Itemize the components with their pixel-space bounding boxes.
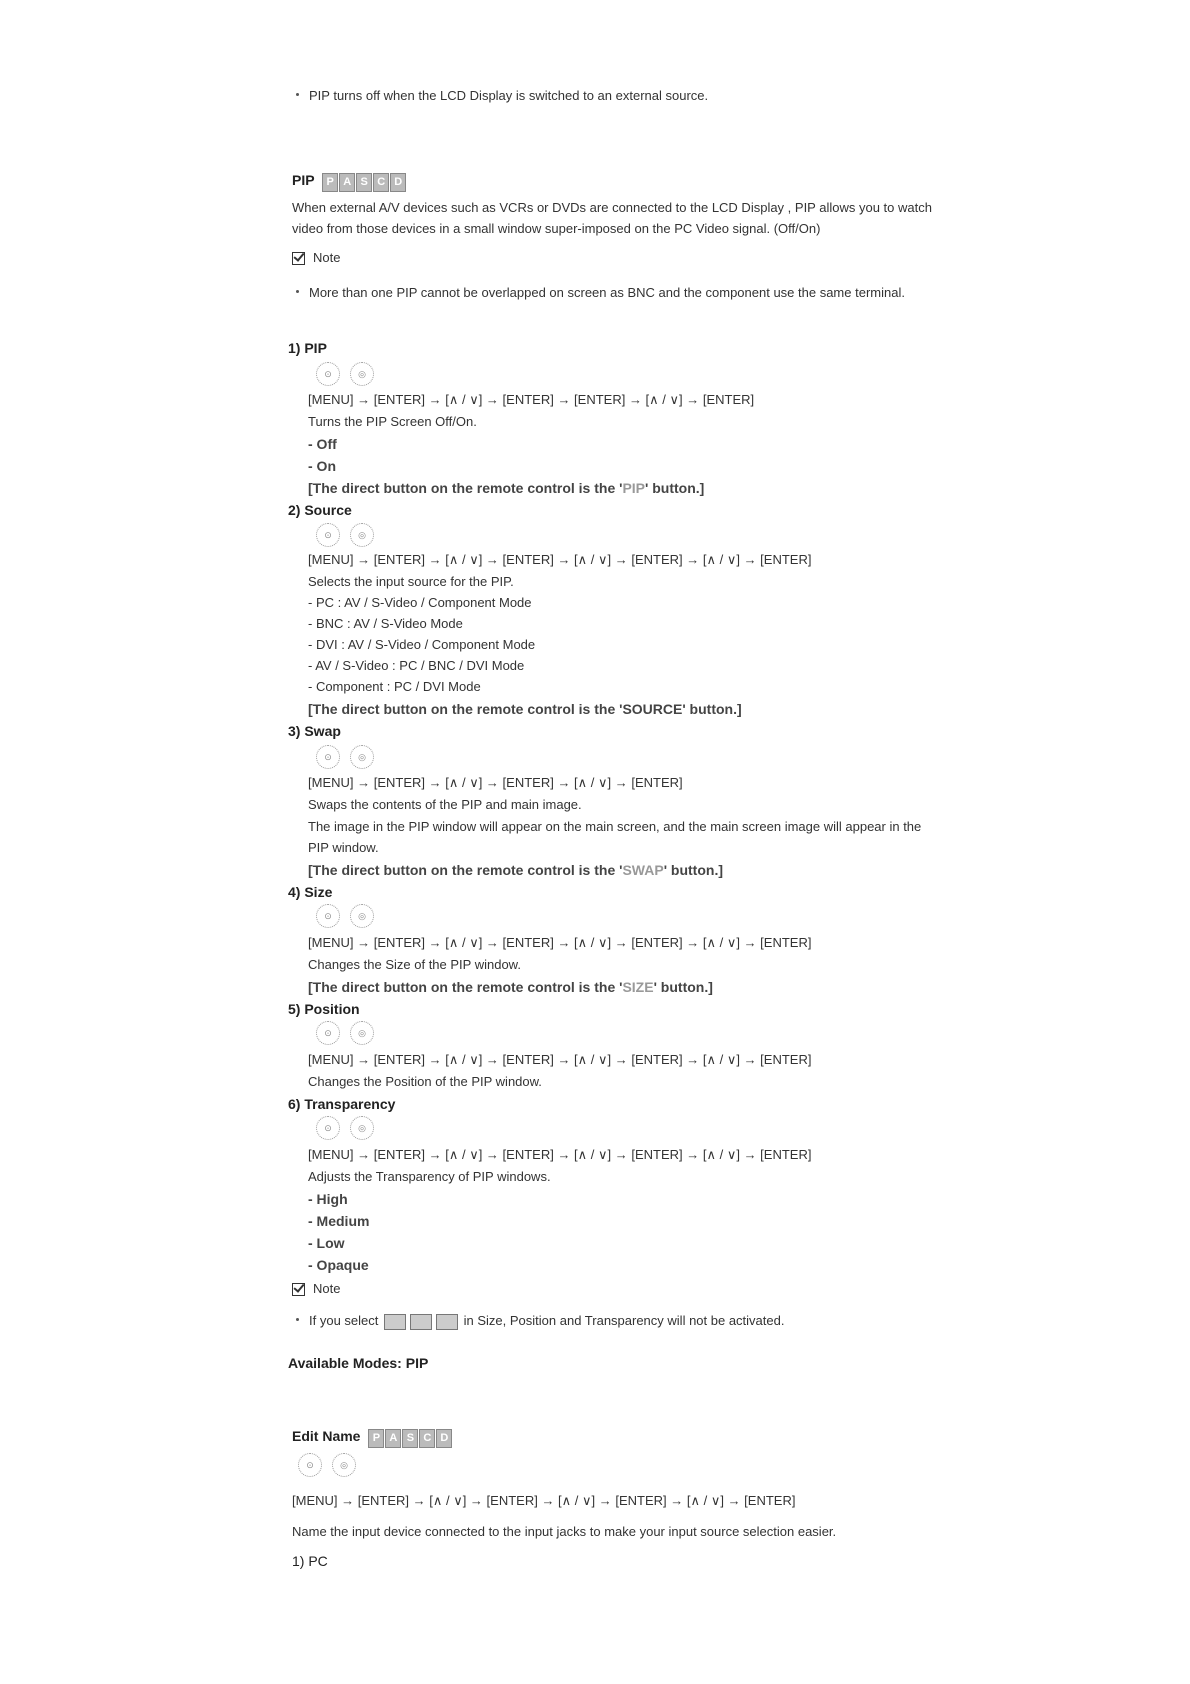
source-option: - Component : PC / DVI Mode [308, 679, 481, 694]
section-source-heading: 2) Source [288, 502, 352, 518]
badge-letter: A [339, 173, 355, 192]
section-desc: Turns the PIP Screen Off/On. [308, 414, 477, 429]
note-check-icon [292, 1283, 305, 1296]
badge-letter: C [373, 173, 389, 192]
remote-icon: ⊙ [316, 1116, 340, 1140]
section-desc: Changes the Position of the PIP window. [308, 1074, 542, 1089]
menu-path: [MENU] → [ENTER] → [∧ / ∨] → [ENTER] → [∧ / ∨] → [ENTER] [308, 775, 683, 790]
direct-text: [The direct button on the remote control is the ' [308, 862, 623, 878]
direct-key: SWAP [622, 862, 664, 878]
direct-key: SIZE [622, 979, 654, 995]
pip-size-wide-icon [410, 1314, 432, 1330]
mode-badge [322, 173, 407, 190]
section-desc: Adjusts the Transparency of PIP windows. [308, 1169, 551, 1184]
menu-icon: ◎ [350, 523, 374, 547]
icon-row [316, 904, 374, 928]
icon-row [316, 745, 374, 769]
edit-name-title: Edit Name [292, 1428, 361, 1444]
available-modes: Available Modes: PIP [288, 1355, 429, 1371]
direct-text: ' button.] [663, 862, 723, 878]
note-text: in Size, Position and Transparency will not be activated. [463, 1313, 785, 1328]
edit-name-heading [292, 1428, 453, 1446]
icon-row [316, 523, 374, 547]
menu-path: [MENU] → [ENTER] → [∧ / ∨] → [ENTER] → [∧ / ∨] → [ENTER] → [∧ / ∨] → [ENTER] [308, 1147, 812, 1162]
top-bullet [296, 88, 708, 103]
menu-icon: ◎ [350, 362, 374, 386]
remote-icon: ⊙ [316, 904, 340, 928]
source-option: - AV / S-Video : PC / BNC / DVI Mode [308, 658, 525, 673]
direct-button-note: [The direct button on the remote control is the 'SOURCE' button.] [308, 701, 742, 717]
direct-text: ' button.] [645, 480, 705, 496]
menu-path: [MENU] → [ENTER] → [∧ / ∨] → [ENTER] → [∧ / ∨] → [ENTER] → [∧ / ∨] → [ENTER] [308, 935, 812, 950]
direct-key: PIP [622, 480, 646, 496]
badge-letter: A [385, 1429, 401, 1448]
direct-button-note [308, 862, 723, 878]
direct-button-note [308, 480, 704, 496]
section-desc: The image in the PIP window will appear on the main screen, and the main screen image will appear in the [308, 819, 922, 834]
pip-description-line2: video from those devices in a small window super-imposed on the PC Video signal. (Off/On) [292, 221, 821, 236]
option-opaque: - Opaque [308, 1257, 369, 1273]
badge-letter: S [356, 173, 372, 192]
note-row [292, 1281, 340, 1296]
remote-icon: ⊙ [316, 362, 340, 386]
note-bullet [296, 1313, 784, 1330]
icon-row [316, 1021, 374, 1045]
menu-path: [MENU] → [ENTER] → [∧ / ∨] → [ENTER] → [∧ / ∨] → [ENTER] → [∧ / ∨] → [ENTER] [308, 1052, 812, 1067]
badge-letter: P [368, 1429, 384, 1448]
source-option: - BNC : AV / S-Video Mode [308, 616, 463, 631]
pip-size-large-icon [384, 1314, 406, 1330]
section-desc: Changes the Size of the PIP window. [308, 957, 521, 972]
section-size-heading: 4) Size [288, 884, 333, 900]
icon-row [316, 1116, 374, 1140]
remote-icon: ⊙ [316, 1021, 340, 1045]
direct-button-note [308, 979, 713, 995]
icon-row [316, 362, 374, 386]
note-label: Note [313, 250, 341, 265]
source-option: - PC : AV / S-Video / Component Mode [308, 595, 532, 610]
section-pip-heading: 1) PIP [288, 340, 327, 356]
note-check-icon [292, 252, 305, 265]
edit-name-item-pc: 1) PC [292, 1553, 328, 1569]
pip-size-split-icon [436, 1314, 458, 1330]
edit-name-desc: Name the input device connected to the input jacks to make your input source selection easier. [292, 1524, 837, 1539]
menu-icon: ◎ [350, 1021, 374, 1045]
pip-heading [292, 172, 407, 190]
source-option: - DVI : AV / S-Video / Component Mode [308, 637, 536, 652]
mode-badge [368, 1429, 453, 1446]
badge-letter: D [390, 173, 406, 192]
remote-icon: ⊙ [298, 1453, 322, 1477]
note-row [292, 250, 340, 265]
badge-letter: P [322, 173, 338, 192]
option-low: - Low [308, 1235, 345, 1251]
note-bullet [296, 285, 905, 300]
section-swap-heading: 3) Swap [288, 723, 341, 739]
section-desc: PIP window. [308, 840, 379, 855]
icon-row [298, 1453, 356, 1477]
note-text: If you select [309, 1313, 379, 1328]
remote-icon: ⊙ [316, 745, 340, 769]
pip-description-line1: When external A/V devices such as VCRs or DVDs are connected to the LCD Display , PIP allows you to watch [292, 200, 932, 215]
top-bullet-text: PIP turns off when the LCD Display is switched to an external source. [309, 88, 709, 103]
direct-text: ' button.] [653, 979, 713, 995]
remote-icon: ⊙ [316, 523, 340, 547]
option-high: - High [308, 1191, 348, 1207]
section-desc: Swaps the contents of the PIP and main image. [308, 797, 582, 812]
direct-text: [The direct button on the remote control is the ' [308, 979, 623, 995]
pip-title: PIP [292, 172, 315, 188]
section-transparency-heading: 6) Transparency [288, 1096, 396, 1112]
badge-letter: D [436, 1429, 452, 1448]
direct-text: [The direct button on the remote control is the ' [308, 480, 623, 496]
section-desc: Selects the input source for the PIP. [308, 574, 514, 589]
badge-letter: C [419, 1429, 435, 1448]
bullet-icon [296, 93, 299, 96]
option-on: - On [308, 458, 336, 474]
section-position-heading: 5) Position [288, 1001, 360, 1017]
menu-icon: ◎ [350, 1116, 374, 1140]
menu-path: [MENU] → [ENTER] → [∧ / ∨] → [ENTER] → [ENTER] → [∧ / ∨] → [ENTER] [308, 392, 755, 407]
menu-path: [MENU] → [ENTER] → [∧ / ∨] → [ENTER] → [∧ / ∨] → [ENTER] → [∧ / ∨] → [ENTER] [292, 1493, 796, 1508]
option-medium: - Medium [308, 1213, 370, 1229]
option-off: - Off [308, 436, 337, 452]
menu-icon: ◎ [350, 745, 374, 769]
note-label: Note [313, 1281, 341, 1296]
bullet-icon [296, 1318, 299, 1321]
note-bullet-text: More than one PIP cannot be overlapped on screen as BNC and the component use the same terminal. [309, 285, 905, 300]
bullet-icon [296, 290, 299, 293]
menu-path: [MENU] → [ENTER] → [∧ / ∨] → [ENTER] → [∧ / ∨] → [ENTER] → [∧ / ∨] → [ENTER] [308, 552, 812, 567]
menu-icon: ◎ [350, 904, 374, 928]
menu-icon: ◎ [332, 1453, 356, 1477]
badge-letter: S [402, 1429, 418, 1448]
